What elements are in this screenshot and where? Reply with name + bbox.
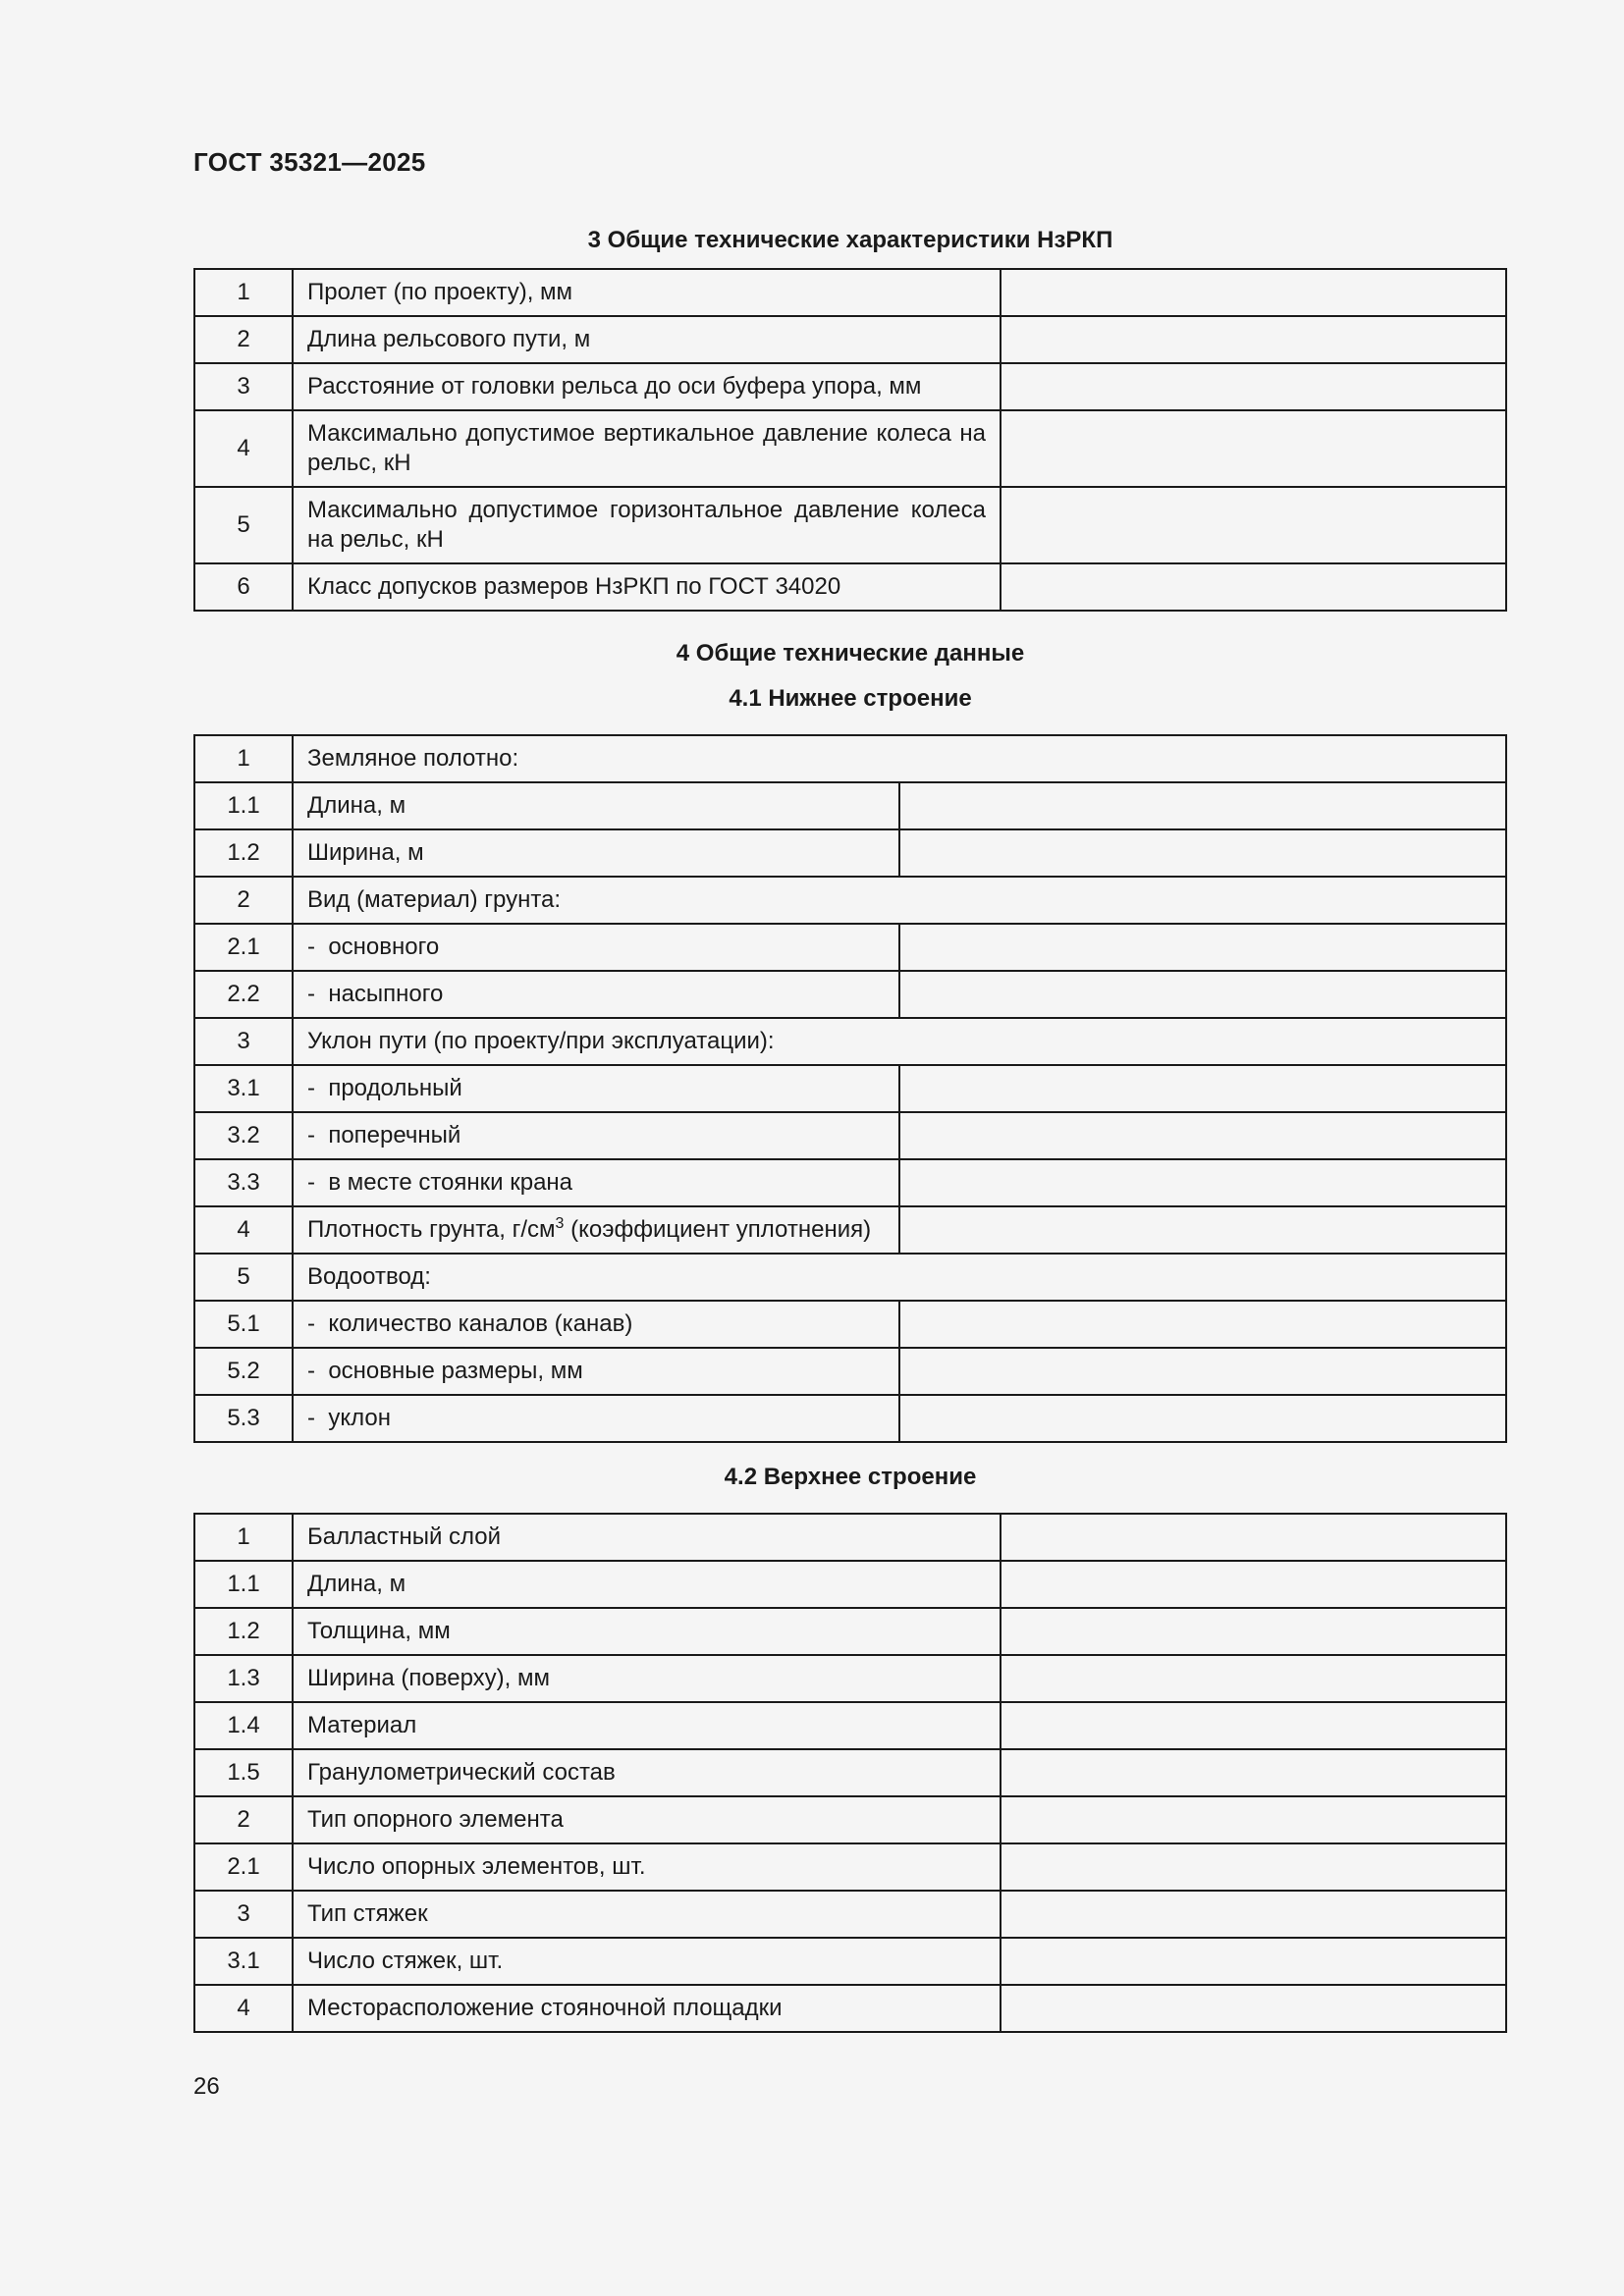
table-row xyxy=(194,1395,1506,1442)
row-number: 3 xyxy=(194,1891,293,1938)
row-number: 1.2 xyxy=(194,1608,293,1655)
value-cell xyxy=(899,971,1506,1018)
section-4-title: 4 Общие технические данные xyxy=(676,640,1025,667)
row-label: Класс допусков размеров НзРКП по ГОСТ 34020 xyxy=(293,563,1001,611)
row-label: Ширина (поверху), мм xyxy=(293,1655,1001,1702)
row-number: 5 xyxy=(194,1254,293,1301)
row-number: 2.2 xyxy=(194,971,293,1018)
row-label: Гранулометрический состав xyxy=(293,1749,1001,1796)
row-number: 1 xyxy=(194,735,293,782)
value-cell xyxy=(899,782,1506,829)
value-cell xyxy=(1001,487,1506,563)
row-number: 1.5 xyxy=(194,1749,293,1796)
table-row xyxy=(194,1514,1506,1561)
table-row xyxy=(194,1018,1506,1065)
value-cell xyxy=(1001,1561,1506,1608)
table-row xyxy=(194,1796,1506,1843)
table-row xyxy=(194,1843,1506,1891)
document-header: ГОСТ 35321—2025 xyxy=(193,147,426,177)
page-number: 26 xyxy=(193,2073,220,2100)
table-row xyxy=(194,1159,1506,1206)
value-cell xyxy=(899,1112,1506,1159)
table-row xyxy=(194,363,1506,410)
value-cell xyxy=(1001,1749,1506,1796)
row-label: - в месте стоянки крана xyxy=(293,1159,899,1206)
label-text: Плотность грунта, г/см xyxy=(307,1216,556,1243)
row-label: - основные размеры, мм xyxy=(293,1348,899,1395)
row-label: Земляное полотно: xyxy=(293,735,1506,782)
row-number: 5 xyxy=(194,487,293,563)
table-row xyxy=(194,1561,1506,1608)
row-number: 4 xyxy=(194,410,293,487)
table-row xyxy=(194,1938,1506,1985)
table-row xyxy=(194,1985,1506,2032)
table-row xyxy=(194,563,1506,611)
row-number: 3.2 xyxy=(194,1112,293,1159)
table-row xyxy=(194,487,1506,563)
value-cell xyxy=(1001,1891,1506,1938)
label-text: (коэффициент уплотнения) xyxy=(564,1216,872,1243)
row-label xyxy=(293,1206,899,1254)
value-cell xyxy=(899,1159,1506,1206)
row-number: 5.3 xyxy=(194,1395,293,1442)
table-row xyxy=(194,782,1506,829)
row-label: Тип стяжек xyxy=(293,1891,1001,1938)
value-cell xyxy=(899,1206,1506,1254)
table-row xyxy=(194,1608,1506,1655)
value-cell xyxy=(1001,1938,1506,1985)
value-cell xyxy=(1001,316,1506,363)
table-row xyxy=(194,1702,1506,1749)
value-cell xyxy=(1001,363,1506,410)
value-cell xyxy=(899,829,1506,877)
row-number: 1.1 xyxy=(194,1561,293,1608)
row-label: - уклон xyxy=(293,1395,899,1442)
value-cell xyxy=(1001,1608,1506,1655)
row-label: - основного xyxy=(293,924,899,971)
value-cell xyxy=(899,1395,1506,1442)
table-row xyxy=(194,1301,1506,1348)
value-cell xyxy=(899,1065,1506,1112)
row-number: 1 xyxy=(194,1514,293,1561)
row-number: 3.1 xyxy=(194,1938,293,1985)
row-label: - поперечный xyxy=(293,1112,899,1159)
row-label: Толщина, мм xyxy=(293,1608,1001,1655)
row-number: 2 xyxy=(194,316,293,363)
row-label: Месторасположение стояночной площадки xyxy=(293,1985,1001,2032)
row-number: 1 xyxy=(194,269,293,316)
value-cell xyxy=(1001,1655,1506,1702)
row-number: 3.1 xyxy=(194,1065,293,1112)
row-label: Максимально допустимое горизонтальное давление колеса на рельс, кН xyxy=(293,487,1001,563)
row-label: Длина рельсового пути, м xyxy=(293,316,1001,363)
table-row xyxy=(194,1891,1506,1938)
row-label: - насыпного xyxy=(293,971,899,1018)
value-cell xyxy=(899,924,1506,971)
section-4-2-title: 4.2 Верхнее строение xyxy=(724,1464,977,1490)
section-4-1-table xyxy=(193,734,1507,1443)
section-4-2-table xyxy=(193,1513,1507,2033)
row-number: 5.2 xyxy=(194,1348,293,1395)
row-number: 5.1 xyxy=(194,1301,293,1348)
table-row xyxy=(194,735,1506,782)
table-row xyxy=(194,1749,1506,1796)
value-cell xyxy=(899,1348,1506,1395)
row-number: 1.1 xyxy=(194,782,293,829)
row-number: 6 xyxy=(194,563,293,611)
table-row xyxy=(194,316,1506,363)
row-number: 2.1 xyxy=(194,924,293,971)
table-row xyxy=(194,410,1506,487)
table-row xyxy=(194,1112,1506,1159)
table-row xyxy=(194,1254,1506,1301)
value-cell xyxy=(1001,1796,1506,1843)
row-label: Число опорных элементов, шт. xyxy=(293,1843,1001,1891)
row-label: Длина, м xyxy=(293,782,899,829)
table-row xyxy=(194,877,1506,924)
row-label: Максимально допустимое вертикальное давление колеса на рельс, кН xyxy=(293,410,1001,487)
value-cell xyxy=(899,1301,1506,1348)
table-row xyxy=(194,924,1506,971)
row-label: Материал xyxy=(293,1702,1001,1749)
row-number: 4 xyxy=(194,1985,293,2032)
table-row xyxy=(194,1206,1506,1254)
row-number: 2 xyxy=(194,1796,293,1843)
table-row xyxy=(194,971,1506,1018)
row-label: Длина, м xyxy=(293,1561,1001,1608)
section-3-table xyxy=(193,268,1507,612)
row-label: - количество каналов (канав) xyxy=(293,1301,899,1348)
superscript: 3 xyxy=(555,1215,565,1232)
value-cell xyxy=(1001,269,1506,316)
section-4-1-title: 4.1 Нижнее строение xyxy=(729,685,972,712)
table-row xyxy=(194,269,1506,316)
row-number: 2.1 xyxy=(194,1843,293,1891)
value-cell xyxy=(1001,410,1506,487)
row-number: 1.2 xyxy=(194,829,293,877)
row-number: 3 xyxy=(194,1018,293,1065)
table-row xyxy=(194,829,1506,877)
row-label: Число стяжек, шт. xyxy=(293,1938,1001,1985)
row-label: Уклон пути (по проекту/при эксплуатации): xyxy=(293,1018,1506,1065)
row-label: Водоотвод: xyxy=(293,1254,1506,1301)
value-cell xyxy=(1001,1985,1506,2032)
section-3-title: 3 Общие технические характеристики НзРКП xyxy=(587,227,1113,253)
value-cell xyxy=(1001,1702,1506,1749)
row-label: Вид (материал) грунта: xyxy=(293,877,1506,924)
row-number: 2 xyxy=(194,877,293,924)
row-label: Пролет (по проекту), мм xyxy=(293,269,1001,316)
row-number: 1.3 xyxy=(194,1655,293,1702)
row-label: Тип опорного элемента xyxy=(293,1796,1001,1843)
table-row xyxy=(194,1655,1506,1702)
table-row xyxy=(194,1348,1506,1395)
row-label: - продольный xyxy=(293,1065,899,1112)
row-label: Расстояние от головки рельса до оси буфера упора, мм xyxy=(293,363,1001,410)
value-cell xyxy=(1001,1843,1506,1891)
row-number: 3.3 xyxy=(194,1159,293,1206)
row-number: 4 xyxy=(194,1206,293,1254)
value-cell xyxy=(1001,563,1506,611)
row-label: Балластный слой xyxy=(293,1514,1001,1561)
row-number: 1.4 xyxy=(194,1702,293,1749)
table-row xyxy=(194,1065,1506,1112)
value-cell xyxy=(1001,1514,1506,1561)
row-label: Ширина, м xyxy=(293,829,899,877)
row-number: 3 xyxy=(194,363,293,410)
